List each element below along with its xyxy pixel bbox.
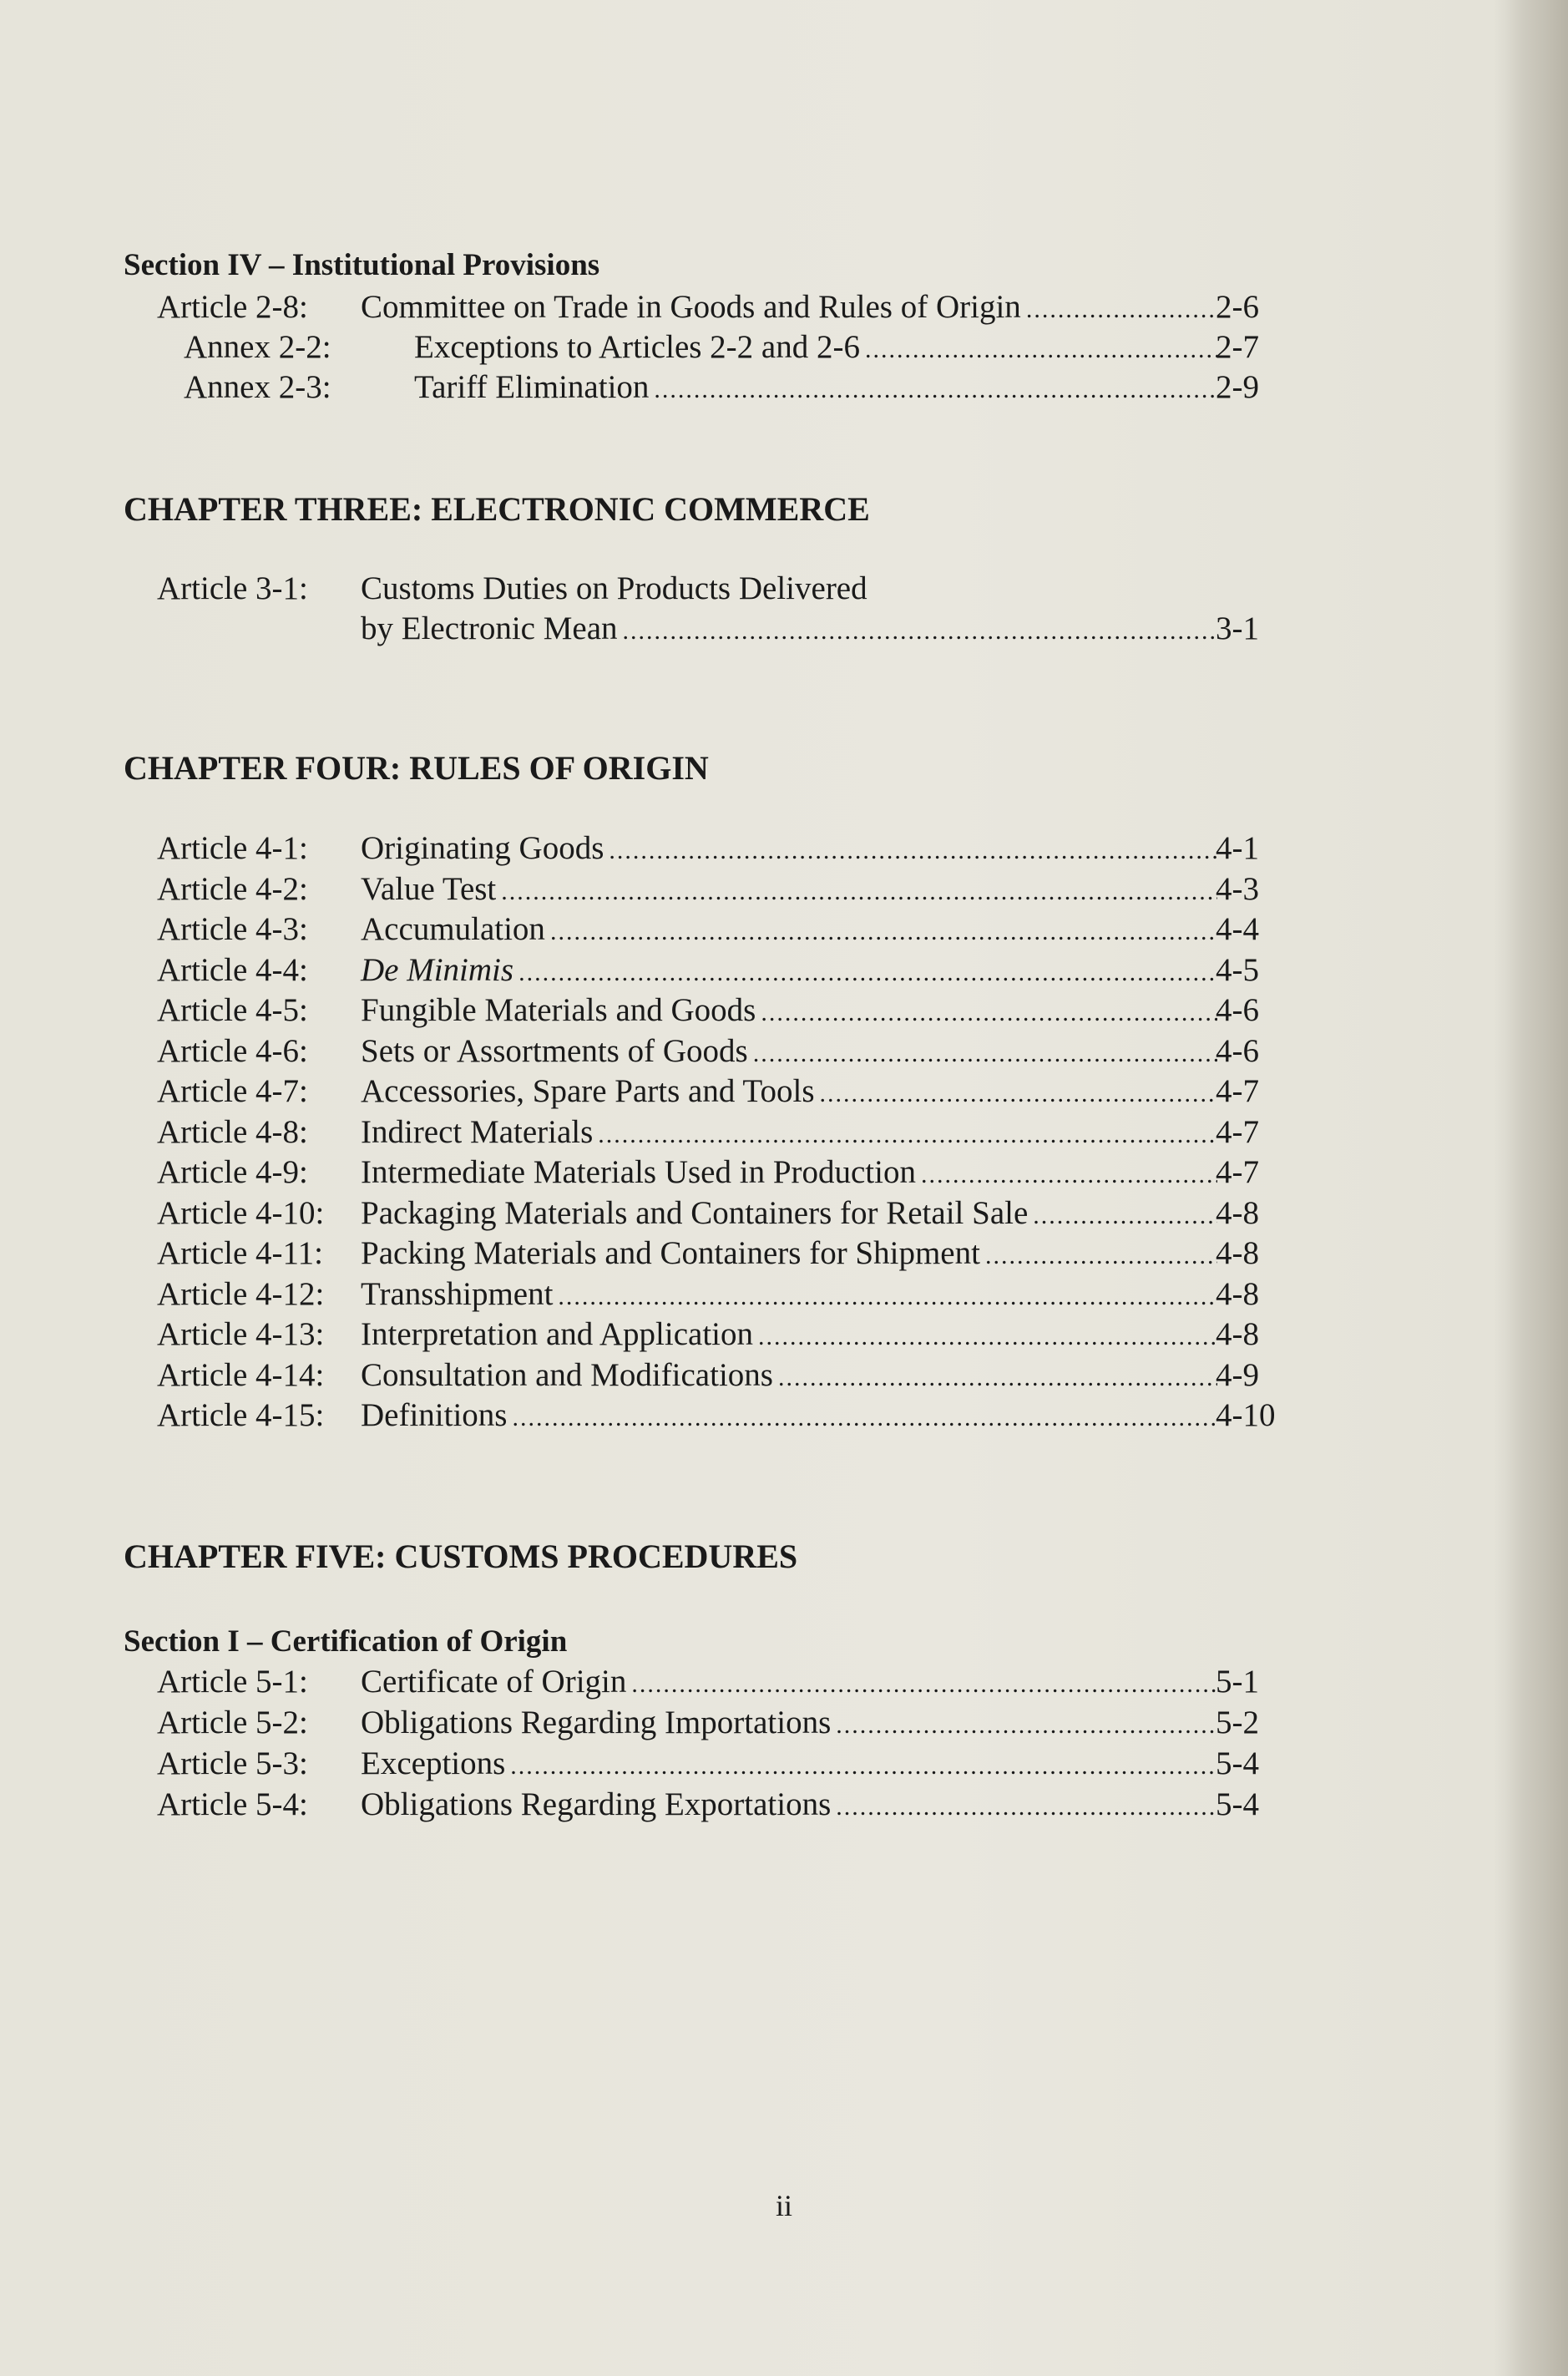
- toc-entry: [0, 1315, 1568, 1355]
- entry-title: Fungible Materials and Goods: [361, 992, 756, 1028]
- toc-entry: [0, 1194, 1568, 1234]
- toc-entry: [0, 1356, 1568, 1396]
- entry-label: Article 4-10:: [157, 1194, 325, 1231]
- dot-leader: [921, 1161, 1217, 1189]
- dot-leader: [1033, 1202, 1217, 1230]
- toc-entry-continuation: [0, 610, 1568, 650]
- chapter-four-heading: CHAPTER FOUR: RULES OF ORIGIN: [124, 749, 709, 787]
- entry-page: 5-4: [1216, 1786, 1259, 1822]
- entry-title-line1: Customs Duties on Products Delivered: [361, 570, 867, 606]
- dot-leader: [512, 1404, 1217, 1432]
- entry-title: Definitions: [361, 1397, 508, 1433]
- entry-label: Article 4-12:: [157, 1275, 325, 1312]
- entry-page: 4-7: [1216, 1154, 1259, 1190]
- entry-page: 2-7: [1216, 329, 1259, 365]
- entry-title: Packing Materials and Containers for Shipment: [361, 1235, 980, 1271]
- entry-title: Packaging Materials and Containers for Retail Sale: [361, 1194, 1029, 1231]
- entry-title: Tariff Elimination: [414, 369, 650, 405]
- entry-title: Transshipment: [361, 1275, 554, 1312]
- entry-title: Exceptions: [361, 1745, 506, 1781]
- entry-title-line: [361, 288, 1222, 326]
- entry-label: Article 4-1:: [157, 830, 308, 866]
- entry-title: Sets or Assortments of Goods: [361, 1032, 748, 1069]
- entry-title-line: [361, 610, 1222, 647]
- entry-label: Article 4-6:: [157, 1032, 308, 1069]
- entry-title: Exceptions to Articles 2-2 and 2-6: [414, 329, 860, 365]
- page-number: ii: [775, 2189, 792, 2222]
- entry-page: 4-8: [1216, 1235, 1259, 1271]
- dot-leader: [820, 1080, 1217, 1108]
- toc-entry: [0, 1032, 1568, 1072]
- entry-label: Article 3-1:: [157, 570, 308, 606]
- dot-leader: [518, 959, 1217, 987]
- dot-leader: [758, 1323, 1217, 1351]
- entry-title-line: [361, 991, 1222, 1029]
- chapter-five-heading: CHAPTER FIVE: CUSTOMS PROCEDURES: [124, 1538, 798, 1575]
- entry-title-line: [361, 951, 1222, 989]
- entry-page: 4-8: [1216, 1316, 1259, 1352]
- toc-entry: [0, 1234, 1568, 1274]
- entry-title-line: [361, 1704, 1222, 1741]
- entry-page: 4-5: [1216, 951, 1259, 988]
- entry-title-line: [361, 1275, 1222, 1313]
- toc-entry: [0, 1153, 1568, 1193]
- dot-leader: [836, 1711, 1217, 1740]
- entry-page: 5-1: [1216, 1664, 1259, 1700]
- entry-title: Value Test: [361, 870, 497, 907]
- dot-leader: [778, 1364, 1217, 1392]
- toc-entry: [0, 1704, 1568, 1744]
- toc-entry: [0, 1745, 1568, 1785]
- entry-label: Article 5-1:: [157, 1664, 308, 1700]
- dot-leader: [753, 1040, 1217, 1068]
- entry-page: 4-7: [1216, 1113, 1259, 1150]
- dot-leader: [631, 1670, 1217, 1699]
- entry-label: Article 2-8:: [157, 289, 308, 325]
- entry-title-line: [361, 910, 1222, 948]
- entry-label: Article 4-8:: [157, 1113, 308, 1150]
- entry-title-line: [361, 1113, 1222, 1151]
- chapter-five-section-heading: Section I – Certification of Origin: [124, 1624, 568, 1659]
- entry-page: 3-1: [1216, 610, 1259, 646]
- entry-label: Article 4-5:: [157, 992, 308, 1028]
- chapter-three-heading: CHAPTER THREE: ELECTRONIC COMMERCE: [124, 490, 870, 528]
- entry-label: Article 5-4:: [157, 1786, 308, 1822]
- entry-page: 4-6: [1216, 1032, 1259, 1069]
- toc-entry: [0, 1275, 1568, 1315]
- toc-entry: [0, 829, 1568, 869]
- entry-label: Article 4-3:: [157, 911, 308, 947]
- section-iv-heading: Section IV – Institutional Provisions: [124, 248, 600, 282]
- entry-title-line: [361, 1032, 1222, 1070]
- toc-entry: [0, 991, 1568, 1031]
- entry-page: 4-10: [1216, 1397, 1276, 1433]
- dot-leader: [985, 1242, 1217, 1270]
- toc-entry: [0, 1786, 1568, 1826]
- toc-entry: [0, 951, 1568, 991]
- toc-entry: [0, 1113, 1568, 1153]
- entry-title-line: [361, 1315, 1222, 1353]
- toc-entry: [0, 368, 1568, 408]
- entry-title: Committee on Trade in Goods and Rules of Origin: [361, 289, 1021, 325]
- entry-title-line: [361, 1194, 1222, 1232]
- entry-page: 4-8: [1216, 1275, 1259, 1312]
- dot-leader: [761, 999, 1217, 1027]
- entry-label: Article 5-2:: [157, 1705, 308, 1740]
- dot-leader: [598, 1121, 1217, 1149]
- dot-leader: [510, 1752, 1217, 1781]
- entry-page: 4-6: [1216, 992, 1259, 1028]
- dot-leader: [836, 1793, 1217, 1821]
- entry-title-line: [414, 328, 1222, 366]
- entry-label: Article 5-3:: [157, 1745, 308, 1781]
- entry-label: Annex 2-2:: [184, 329, 331, 365]
- entry-page: 2-6: [1216, 289, 1259, 325]
- entry-label: Article 4-9:: [157, 1154, 308, 1190]
- entry-title-line: [361, 829, 1222, 867]
- toc-entry: [0, 870, 1568, 910]
- entry-title-line: [361, 1072, 1222, 1110]
- entry-title-line: [414, 368, 1222, 406]
- dot-leader: [654, 376, 1217, 404]
- toc-entry: [0, 1396, 1568, 1436]
- entry-title: Originating Goods: [361, 830, 604, 866]
- entry-title-line: [361, 1356, 1222, 1394]
- entry-title: Consultation and Modifications: [361, 1356, 773, 1393]
- entry-label: Article 4-7:: [157, 1073, 308, 1109]
- toc-entry: [0, 570, 1568, 610]
- entry-label: Article 4-11:: [157, 1235, 323, 1271]
- entry-title: De Minimis: [361, 951, 514, 988]
- dot-leader: [558, 1283, 1217, 1311]
- entry-page: 4-7: [1216, 1073, 1259, 1109]
- dot-leader: [1026, 296, 1217, 324]
- entry-title: Obligations Regarding Importations: [361, 1705, 832, 1740]
- dot-leader: [501, 878, 1217, 906]
- entry-label: Article 4-15:: [157, 1397, 325, 1433]
- entry-title-line2: by Electronic Mean: [361, 610, 618, 646]
- entry-title: Accessories, Spare Parts and Tools: [361, 1073, 815, 1109]
- entry-title: Interpretation and Application: [361, 1316, 754, 1352]
- entry-label: Article 4-4:: [157, 951, 308, 988]
- toc-entry: [0, 328, 1568, 368]
- entry-title-line: [361, 1745, 1222, 1782]
- entry-page: 2-9: [1216, 369, 1259, 405]
- entry-label: Annex 2-3:: [184, 369, 331, 405]
- entry-page: 4-4: [1216, 911, 1259, 947]
- entry-title-line: [361, 1153, 1222, 1191]
- entry-page: 5-2: [1216, 1705, 1259, 1740]
- dot-leader: [550, 918, 1217, 946]
- entry-title-line: [361, 1234, 1222, 1272]
- toc-entry: [0, 910, 1568, 950]
- toc-entry: [0, 1072, 1568, 1112]
- entry-page: 4-9: [1216, 1356, 1259, 1393]
- entry-page: 4-8: [1216, 1194, 1259, 1231]
- entry-title-line: [361, 1786, 1222, 1823]
- entry-title-line: [361, 1663, 1222, 1700]
- entry-page: 4-3: [1216, 870, 1259, 907]
- entry-label: Article 4-2:: [157, 870, 308, 907]
- entry-label: Article 4-14:: [157, 1356, 325, 1393]
- entry-title-line: [361, 870, 1222, 908]
- entry-label: Article 4-13:: [157, 1316, 325, 1352]
- dot-leader: [623, 617, 1217, 646]
- dot-leader: [609, 837, 1217, 865]
- toc-entry: [0, 1663, 1568, 1703]
- entry-title: Indirect Materials: [361, 1113, 594, 1150]
- entry-title: Intermediate Materials Used in Production: [361, 1154, 916, 1190]
- dot-leader: [865, 336, 1217, 364]
- entry-page: 4-1: [1216, 830, 1259, 866]
- entry-title: Accumulation: [361, 911, 545, 947]
- entry-page: 5-4: [1216, 1745, 1259, 1781]
- entry-title: Certificate of Origin: [361, 1664, 627, 1700]
- entry-title-line: [361, 1396, 1222, 1434]
- toc-entry: [0, 288, 1568, 328]
- entry-title: Obligations Regarding Exportations: [361, 1786, 832, 1822]
